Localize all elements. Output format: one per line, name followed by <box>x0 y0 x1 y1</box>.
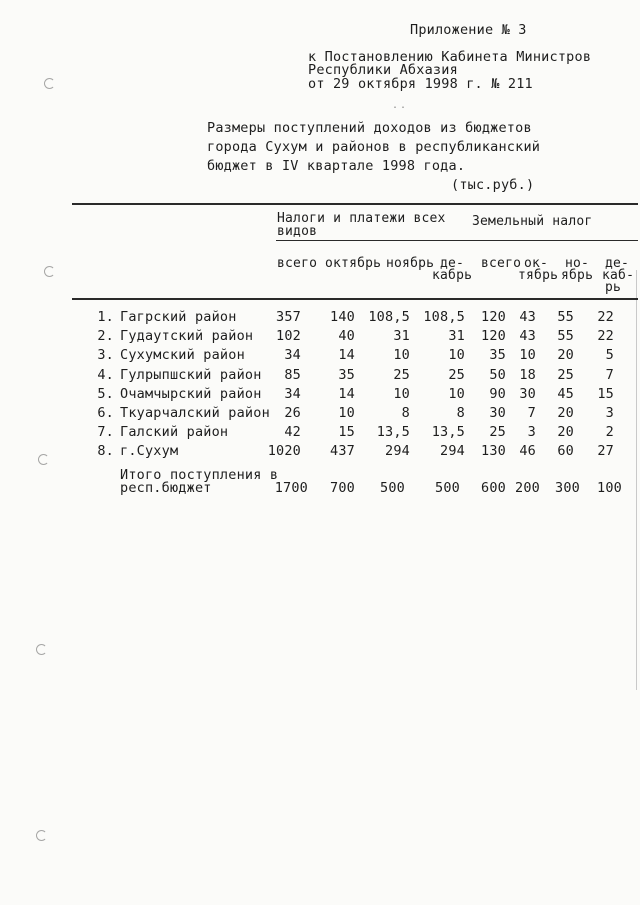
cell-land-total: 25 <box>489 424 506 440</box>
cell-land-november: 45 <box>557 386 574 402</box>
group-header-land-tax: Земельный налог <box>472 214 593 229</box>
total-cell-land-total: 600 <box>481 480 506 496</box>
total-cell-land-october: 200 <box>515 480 540 496</box>
col-header-land-december-part2: каб- <box>602 268 635 283</box>
cell-land-total: 120 <box>481 309 506 325</box>
cell-december: 10 <box>448 386 465 402</box>
row-number: 6. <box>97 405 114 421</box>
cell-october: 40 <box>338 328 355 344</box>
cell-total: 1020 <box>267 443 301 459</box>
row-number: 4. <box>97 367 114 383</box>
cell-land-total: 120 <box>481 328 506 344</box>
col-header-land-october-part1: ок- <box>524 256 549 271</box>
scan-dots: .. <box>392 100 409 111</box>
cell-total: 26 <box>284 405 301 421</box>
appendix-number: Приложение № 3 <box>410 22 527 38</box>
cell-land-november: 25 <box>557 367 574 383</box>
col-header-total: всего <box>277 256 318 271</box>
row-number: 5. <box>97 386 114 402</box>
cell-total: 102 <box>276 328 301 344</box>
col-header-land-total: всего <box>481 256 522 271</box>
cell-november: 10 <box>393 386 410 402</box>
binder-hole-mark <box>44 266 55 277</box>
col-header-land-november-part1: но- <box>565 256 590 271</box>
cell-land-november: 20 <box>557 347 574 363</box>
cell-land-october: 30 <box>519 386 536 402</box>
total-label-line1: Итого поступления в <box>120 467 279 483</box>
cell-november: 10 <box>393 347 410 363</box>
cell-land-december: 27 <box>597 443 614 459</box>
row-number: 8. <box>97 443 114 459</box>
document-title-line2: города Сухум и районов в республиканский <box>207 139 541 155</box>
cell-november: 108,5 <box>368 309 410 325</box>
col-header-december-part2: кабрь <box>432 268 473 283</box>
col-header-october: октябрь <box>325 256 382 271</box>
units-label: (тыс.руб.) <box>451 177 535 193</box>
cell-land-december: 7 <box>605 367 614 383</box>
cell-total: 34 <box>284 386 301 402</box>
cell-total: 85 <box>284 367 301 383</box>
cell-land-total: 30 <box>489 405 506 421</box>
cell-december: 294 <box>440 443 465 459</box>
cell-land-total: 35 <box>489 347 506 363</box>
col-header-december-part1: де- <box>440 256 465 271</box>
cell-december: 25 <box>448 367 465 383</box>
resolution-reference-line1: к Постановлению Кабинета Министров <box>308 49 592 65</box>
cell-december: 8 <box>456 405 465 421</box>
document-title-line3: бюджет в IV квартале 1998 года. <box>207 158 466 174</box>
col-header-land-december-part3: рь <box>605 280 622 295</box>
binder-hole-mark <box>36 644 47 655</box>
cell-november: 31 <box>393 328 410 344</box>
cell-december: 13,5 <box>431 424 465 440</box>
cell-land-december: 22 <box>597 309 614 325</box>
cell-land-total: 90 <box>489 386 506 402</box>
cell-november: 8 <box>401 405 410 421</box>
resolution-reference-line3: от 29 октября 1998 г. № 211 <box>308 76 533 92</box>
cell-land-october: 7 <box>527 405 536 421</box>
cell-land-december: 5 <box>605 347 614 363</box>
cell-land-total: 130 <box>481 443 506 459</box>
cell-november: 25 <box>393 367 410 383</box>
cell-total: 357 <box>276 309 301 325</box>
row-district-name: Гулрыпшский район <box>120 367 262 383</box>
binder-hole-mark <box>36 830 47 841</box>
cell-october: 35 <box>338 367 355 383</box>
cell-land-total: 50 <box>489 367 506 383</box>
row-district-name: Сухумский район <box>120 347 245 363</box>
cell-land-october: 3 <box>527 424 536 440</box>
row-number: 3. <box>97 347 114 363</box>
cell-october: 10 <box>338 405 355 421</box>
cell-total: 34 <box>284 347 301 363</box>
row-number: 2. <box>97 328 114 344</box>
cell-land-november: 20 <box>557 405 574 421</box>
row-district-name: Ткуарчалский район <box>120 405 270 421</box>
total-cell-november: 500 <box>380 480 405 496</box>
cell-total: 42 <box>284 424 301 440</box>
document-title-line1: Размеры поступлений доходов из бюджетов <box>207 120 532 136</box>
row-number: 7. <box>97 424 114 440</box>
cell-october: 14 <box>338 347 355 363</box>
cell-october: 14 <box>338 386 355 402</box>
total-label-line2: респ.бюджет <box>120 480 212 496</box>
cell-land-december: 2 <box>605 424 614 440</box>
table-header-bottom-rule <box>72 298 638 300</box>
row-district-name: Галский район <box>120 424 229 440</box>
cell-october: 140 <box>330 309 355 325</box>
page-edge-line <box>636 270 637 690</box>
binder-hole-mark <box>38 454 49 465</box>
cell-land-december: 15 <box>597 386 614 402</box>
cell-land-november: 20 <box>557 424 574 440</box>
cell-november: 13,5 <box>376 424 410 440</box>
total-cell-total: 1700 <box>274 480 308 496</box>
row-district-name: Гудаутский район <box>120 328 254 344</box>
cell-land-october: 43 <box>519 328 536 344</box>
total-cell-land-november: 300 <box>555 480 580 496</box>
cell-november: 294 <box>385 443 410 459</box>
total-cell-december: 500 <box>435 480 460 496</box>
col-header-november: ноябрь <box>386 256 435 271</box>
cell-land-november: 55 <box>557 328 574 344</box>
cell-land-october: 10 <box>519 347 536 363</box>
total-cell-land-december: 100 <box>597 480 622 496</box>
col-header-land-december-part1: де- <box>605 256 630 271</box>
cell-land-november: 55 <box>557 309 574 325</box>
row-district-name: Очамчырский район <box>120 386 262 402</box>
table-top-rule <box>72 203 638 205</box>
cell-land-november: 60 <box>557 443 574 459</box>
row-number: 1. <box>97 309 114 325</box>
total-cell-october: 700 <box>330 480 355 496</box>
table-header-divider <box>276 240 638 241</box>
cell-october: 15 <box>338 424 355 440</box>
cell-december: 108,5 <box>423 309 465 325</box>
row-district-name: Гагрский район <box>120 309 237 325</box>
cell-october: 437 <box>330 443 355 459</box>
resolution-reference-line2: Республики Абхазия <box>308 62 458 78</box>
group-header-taxes-line2: видов <box>277 224 318 239</box>
binder-hole-mark <box>44 78 55 89</box>
col-header-land-october-part2: тябрь <box>518 268 559 283</box>
cell-land-december: 3 <box>605 405 614 421</box>
group-header-taxes-line1: Налоги и платежи всех <box>277 211 446 226</box>
row-district-name: г.Сухум <box>120 443 179 459</box>
cell-december: 31 <box>448 328 465 344</box>
cell-land-october: 18 <box>519 367 536 383</box>
cell-december: 10 <box>448 347 465 363</box>
cell-land-october: 43 <box>519 309 536 325</box>
col-header-land-november-part2: ябрь <box>561 268 594 283</box>
cell-land-october: 46 <box>519 443 536 459</box>
cell-land-december: 22 <box>597 328 614 344</box>
